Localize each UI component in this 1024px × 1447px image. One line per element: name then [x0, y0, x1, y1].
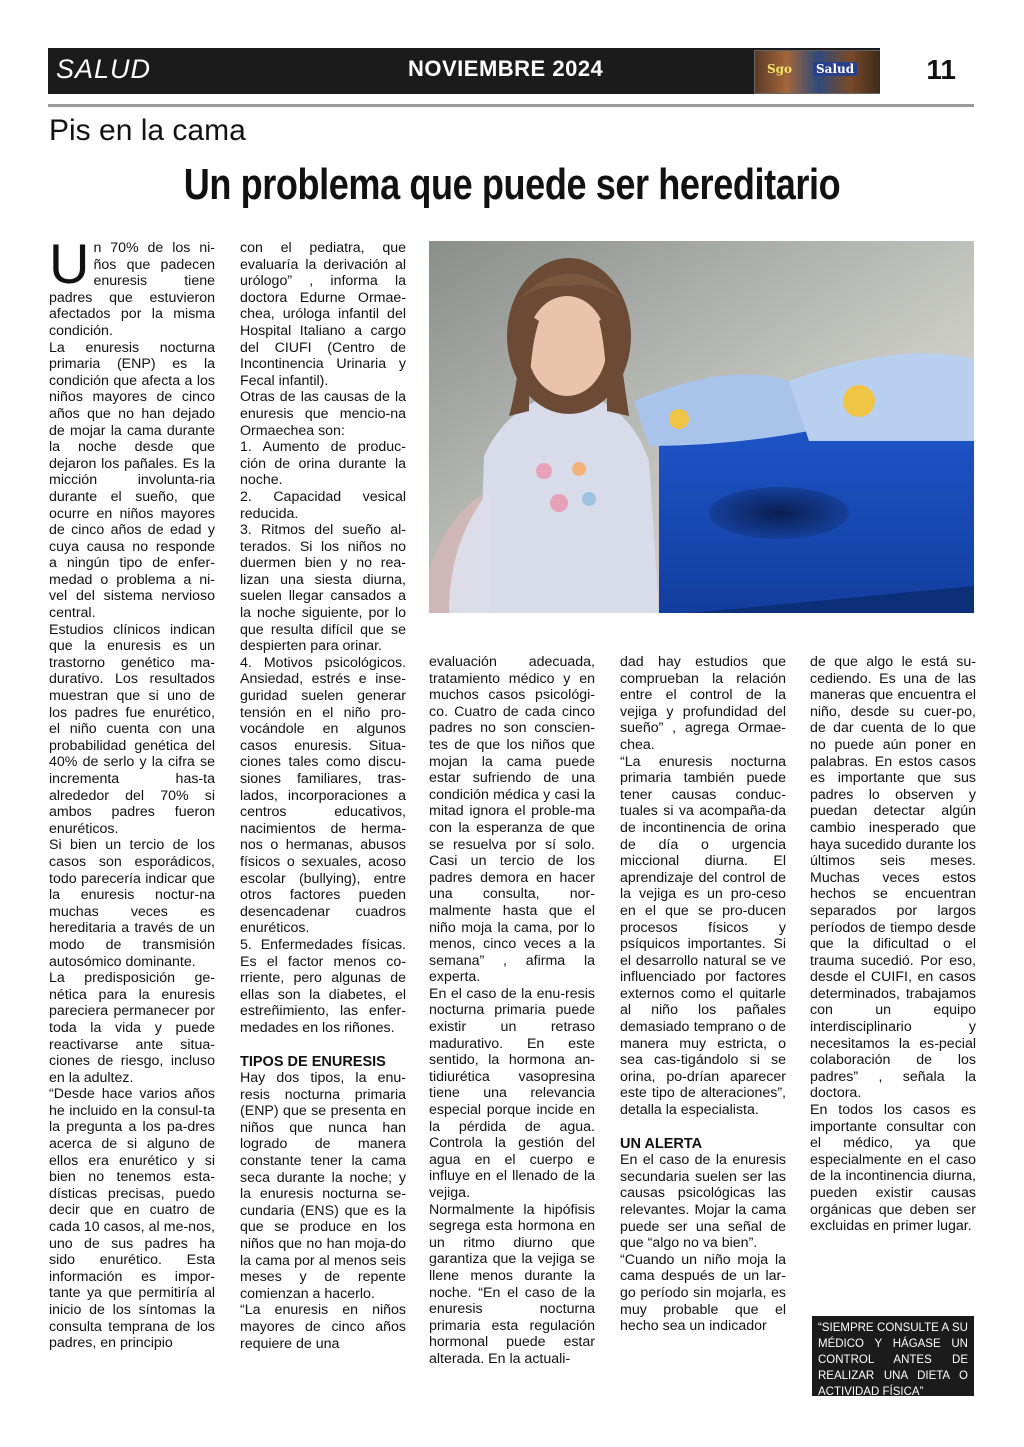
paragraph: 5. Enfermedades físicas. Es el factor menos co-rriente, pero algunas de ellas son la diabetes, el estreñimiento, las enfer-medades en los riñones. — [240, 936, 406, 1036]
issue-date: NOVIEMBRE 2024 — [408, 56, 604, 81]
article-column-4 — [620, 654, 786, 1335]
paragraph: En el caso de la enuresis secundaria suelen ser las causas psicológicas las relevantes. Mojar la cama puede ser una señal de que “algo no va bien”. — [620, 1152, 786, 1252]
paragraph: “Cuando un niño moja la cama después de un lar-go período sin mojarla, es muy probable que el hecho sea un indicador — [620, 1251, 786, 1335]
article-headline: Un problema que puede ser hereditario — [183, 160, 841, 209]
paragraph: 2. Capacidad vesical reducida. — [240, 488, 406, 522]
paragraph: 4. Motivos psicológicos. Ansiedad, estrés e inse-guridad suelen generar tensión en el niño pro-vocándole en algunos casos enuresis. Situa-ciones tales como discu-siones familiares, tras-lados, incorporaciones a centros educativos, nacimientos de herma-nos o hermanas, abusos físicos o sexuales, acoso escolar (bullying), entre otros factores pueden desencadenar cuadros enuréticos. — [240, 654, 406, 937]
paragraph: 3. Ritmos del sueño al-terados. Si los niños no duermen bien y no rea-lizan una siesta diurna, suelen llegar cansados a la noche siguiente, por lo que resulta difícil que se despierten para orinar. — [240, 522, 406, 655]
article-column-3 — [429, 654, 595, 1368]
paragraph: “La enuresis nocturna primaria también puede tener causas conduc-tuales si va acompaña-da de incontinencia de orina de día o urgencia miccional diurna. El aprendizaje del control de la vejiga es un pro-ceso en el que se pro-ducen procesos físicos y psíquicos importantes. Si el desarrollo natural se ve influenciado por factores externos como el quitarle al niño los pañales demasiado temprano o de manera muy estricta, o sea cas-tigándolo si se orina, po-drían aparecer este tipo de alteraciones”, detalla la especialista. — [620, 753, 786, 1119]
paragraph: La predisposición ge-nética para la enuresis pareciera permanecer por toda la vida y puede reactivarse ante situa-ciones de riesgo, incluso en la adultez. — [49, 970, 215, 1086]
drop-cap: U — [49, 232, 90, 295]
article-column-1 — [49, 232, 215, 1352]
article-column-2 — [240, 240, 406, 1352]
paragraph: con el pediatra, que evaluaría la derivación al urólogo” , informa la doctora Edurne Ormae-chea, uróloga infantil del Hospital Italiano a cargo del CIUFI (Centro de Incontinencia Urinaria y Fecal infantil). — [240, 240, 406, 389]
page-header — [48, 48, 974, 94]
article-kicker: Pis en la cama — [49, 114, 246, 147]
photo-girl-bed-illustration — [429, 241, 974, 613]
paragraph: En el caso de la enu-resis nocturna primaria puede existir un retraso madurativo. En este sentido, la hormona an-tidiurética vasopresina tiene una relevancia especial porque incide en la pérdida de agua. Controla la gestión del agua en el cuerpo e influye en el llenado de la vejiga. — [429, 985, 595, 1201]
paragraph: En todos los casos es importante consultar con el médico, ya que especialmente en el caso de la incontinencia diurna, pueden existir causas orgánicas que deben ser excluidas en primer lugar. — [810, 1102, 976, 1235]
header-divider — [48, 104, 974, 107]
publication-logo — [754, 50, 882, 94]
subheading-tipos: TIPOS DE ENURESIS — [240, 1053, 386, 1070]
article-photo — [429, 241, 974, 613]
paragraph: Normalmente la hipófisis segrega esta hormona en un ritmo diurno que garantiza que la vejiga se llene menos durante la noche. “En el caso de la enuresis nocturna primaria esta regulación hormonal puede estar alterada. En la actuali- — [429, 1201, 595, 1367]
subheading-alerta: UN ALERTA — [620, 1135, 703, 1152]
paragraph: La enuresis nocturna primaria (ENP) es la condición que afecta a los niños mayores de cinco años que no han dejado de mojar la cama durante la noche desde que dejaron los pañales. Es la micción involunta-ria durante el sueño, que ocurre en niños mayores de cinco años de edad y cuya causa no responde a ningún tipo de enfer-medad o problema a ni-vel del sistema nervioso central. — [49, 339, 215, 622]
paragraph: Si bien un tercio de los casos son esporádicos, todo parecería indicar que la enuresis noctur-na muchas veces es hereditaria a través de un modo de transmisión autosómico dominante. — [49, 837, 215, 970]
paragraph: Hay dos tipos, la enu-resis nocturna primaria (ENP) que se presenta en niños que nunca han logrado de manera constante tener la cama seca durante la noche; y la enuresis nocturna se-cundaria (ENS) que es la que se produce en los niños que no han moja-do la cama por al menos seis meses y de repente comienzan a hacerlo. — [240, 1070, 406, 1302]
paragraph: Estudios clínicos indican que la enuresis es un trastorno genético ma-durativo. Los resultados muestran que si uno de los padres fue enurético, el niño cuenta con una probabilidad genética del 40% de serlo y la cifra se incrementa has-ta alrededor del 70% si ambos padres fueron enuréticos. — [49, 621, 215, 837]
paragraph: 1. Aumento de produc-ción de orina durante la noche. — [240, 439, 406, 489]
article-column-5 — [810, 654, 976, 1235]
paragraph: Otras de las causas de la enuresis que mencio-na Ormaechea son: — [240, 389, 406, 439]
page-number: 11 — [926, 54, 956, 85]
logo-text-right: Salud — [813, 62, 857, 76]
logo-text-left: Sgo — [767, 62, 793, 76]
section-label: SALUD — [56, 54, 152, 84]
paragraph: de que algo le está su-cediendo. Es una de las maneras que encuentra el niño, desde su cuer-po, de dar cuenta de lo que no puede aún poner en palabras. En estos casos es importante que sus padres lo observen y puedan detectar algún cambio inesperado que haya sucedido durante los últimos seis meses. Muchas veces estos hechos se encuentran separados por largos períodos de tiempo desde que la dificultad o el trauma sucedió. Por eso, desde el CUIFI, en casos determinados, trabajamos con un equipo interdisciplinario y necesitamos la es-pecial colaboración de los padres” , señala la doctora. — [810, 654, 976, 1102]
paragraph: “La enuresis en niños mayores de cinco años requiere de una — [240, 1302, 406, 1352]
paragraph: “Desde hace varios años he incluido en la consul-ta la pregunta a los pa-dres acerca de si alguno de ellos era enurético y si bien no tenemos esta-dísticas precisas, puedo decir que en cuatro de cada 10 casos, al me-nos, uno de sus padres ha sido enurético. Esta información es impor-tante ya que permitiría al inicio de los síntomas la consulta temprana de los padres, en principio — [49, 1086, 215, 1352]
advice-callout: “SIEMPRE CONSULTE A SU MÉDICO Y HÁGASE UN CONTROL ANTES DE REALIZAR UNA DIETA O ACTIVIDAD FÍSICA” — [812, 1316, 974, 1396]
paragraph: n 70% de los ni-ños que padecen enuresis tiene padres que estuvieron afectados por la misma condición. — [49, 240, 215, 339]
paragraph: dad hay estudios que comprueban la relación entre el control de la vejiga y profundidad del sueño” , agrega Ormae-chea. — [620, 654, 786, 753]
page-number-box — [880, 48, 974, 94]
paragraph: evaluación adecuada, tratamiento médico y en muchos casos psicológi-co. Cuatro de cada cinco padres no son conscien-tes de que los niños que mojan la cama puede estar sufriendo de una condición médica y casi la mitad ignora el proble-ma con la esperanza de que se resuelva por sí solo. Casi un tercio de los padres demora en hacer una consulta, nor-malmente hasta que el niño moja la cama, por lo menos, cinco veces a la semana” , afirma la experta. — [429, 654, 595, 986]
